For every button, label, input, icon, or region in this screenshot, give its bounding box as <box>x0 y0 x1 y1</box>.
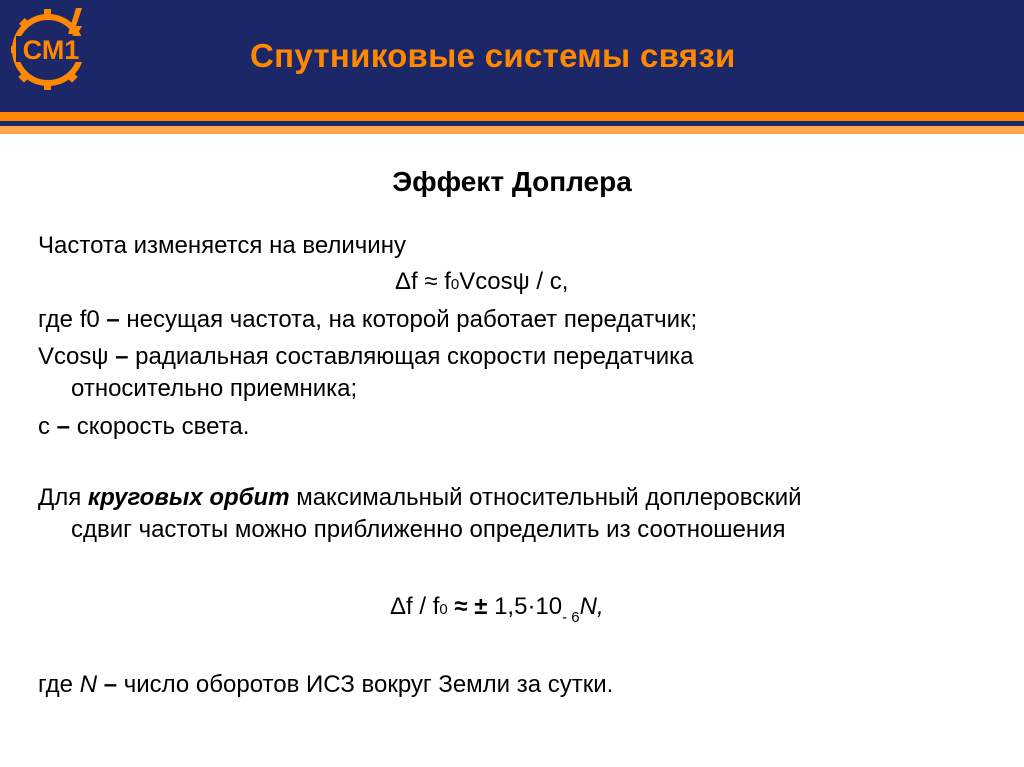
circular-post: максимальный относительный доплеровский <box>289 484 802 511</box>
header-stripe-light-orange <box>0 126 1024 134</box>
definition-v <box>38 343 694 371</box>
formula2-approx: ≈ ± <box>447 593 495 620</box>
formula2-subscript: 0 <box>439 601 448 618</box>
def-c-symbol: c <box>38 413 57 440</box>
formula-delta: Δf ≈ f <box>395 268 451 295</box>
max-shift-formula <box>390 593 604 626</box>
def-n-pre: где <box>38 671 80 698</box>
def-c-dash: – <box>56 413 71 440</box>
def-v-dash: – <box>115 343 129 370</box>
def-n-text: число оборотов ИСЗ вокруг Земли за сутки. <box>117 671 614 698</box>
circular-pre: Для <box>38 484 88 511</box>
circular-continuation: сдвиг частоты можно приближенно определить из соотношения <box>71 516 786 543</box>
definition-f0 <box>38 306 697 334</box>
formula2-part1: Δf / f <box>390 593 440 620</box>
formula2-variable: N, <box>579 593 604 620</box>
definition-v-continuation: относительно приемника; <box>71 375 358 402</box>
def-f0-dash: – <box>106 306 120 333</box>
formula2-number: 1,5·10 <box>494 593 563 620</box>
header-title: Спутниковые системы связи <box>250 37 736 74</box>
definition-n <box>38 671 613 699</box>
def-f0-text: несущая частота, на которой работает передатчик; <box>119 306 698 333</box>
def-f0-symbol: где f0 <box>38 306 107 333</box>
svg-text:СМ1: СМ1 <box>22 35 80 65</box>
header-stripe-orange <box>0 112 1024 121</box>
circular-orbits-paragraph <box>38 484 802 512</box>
def-v-text: радиальная составляющая скорости передатчика <box>128 343 694 370</box>
def-n-variable: N <box>79 671 98 698</box>
intro-text: Частота изменяется на величину <box>38 232 406 259</box>
cm1-logo <box>10 6 94 90</box>
def-v-symbol: Vcosψ <box>38 343 116 370</box>
slide-subtitle: Эффект Доплера <box>392 166 632 197</box>
def-n-dash: – <box>97 671 118 698</box>
def-c-text: скорость света. <box>70 413 250 440</box>
formula-subscript: 0 <box>450 276 460 293</box>
definition-c <box>38 413 249 441</box>
doppler-formula <box>395 268 568 296</box>
formula-rest: Vcosψ / c, <box>459 268 569 295</box>
formula2-exponent: - 6 <box>562 609 580 626</box>
circular-emphasis: круговых орбит <box>87 484 290 511</box>
